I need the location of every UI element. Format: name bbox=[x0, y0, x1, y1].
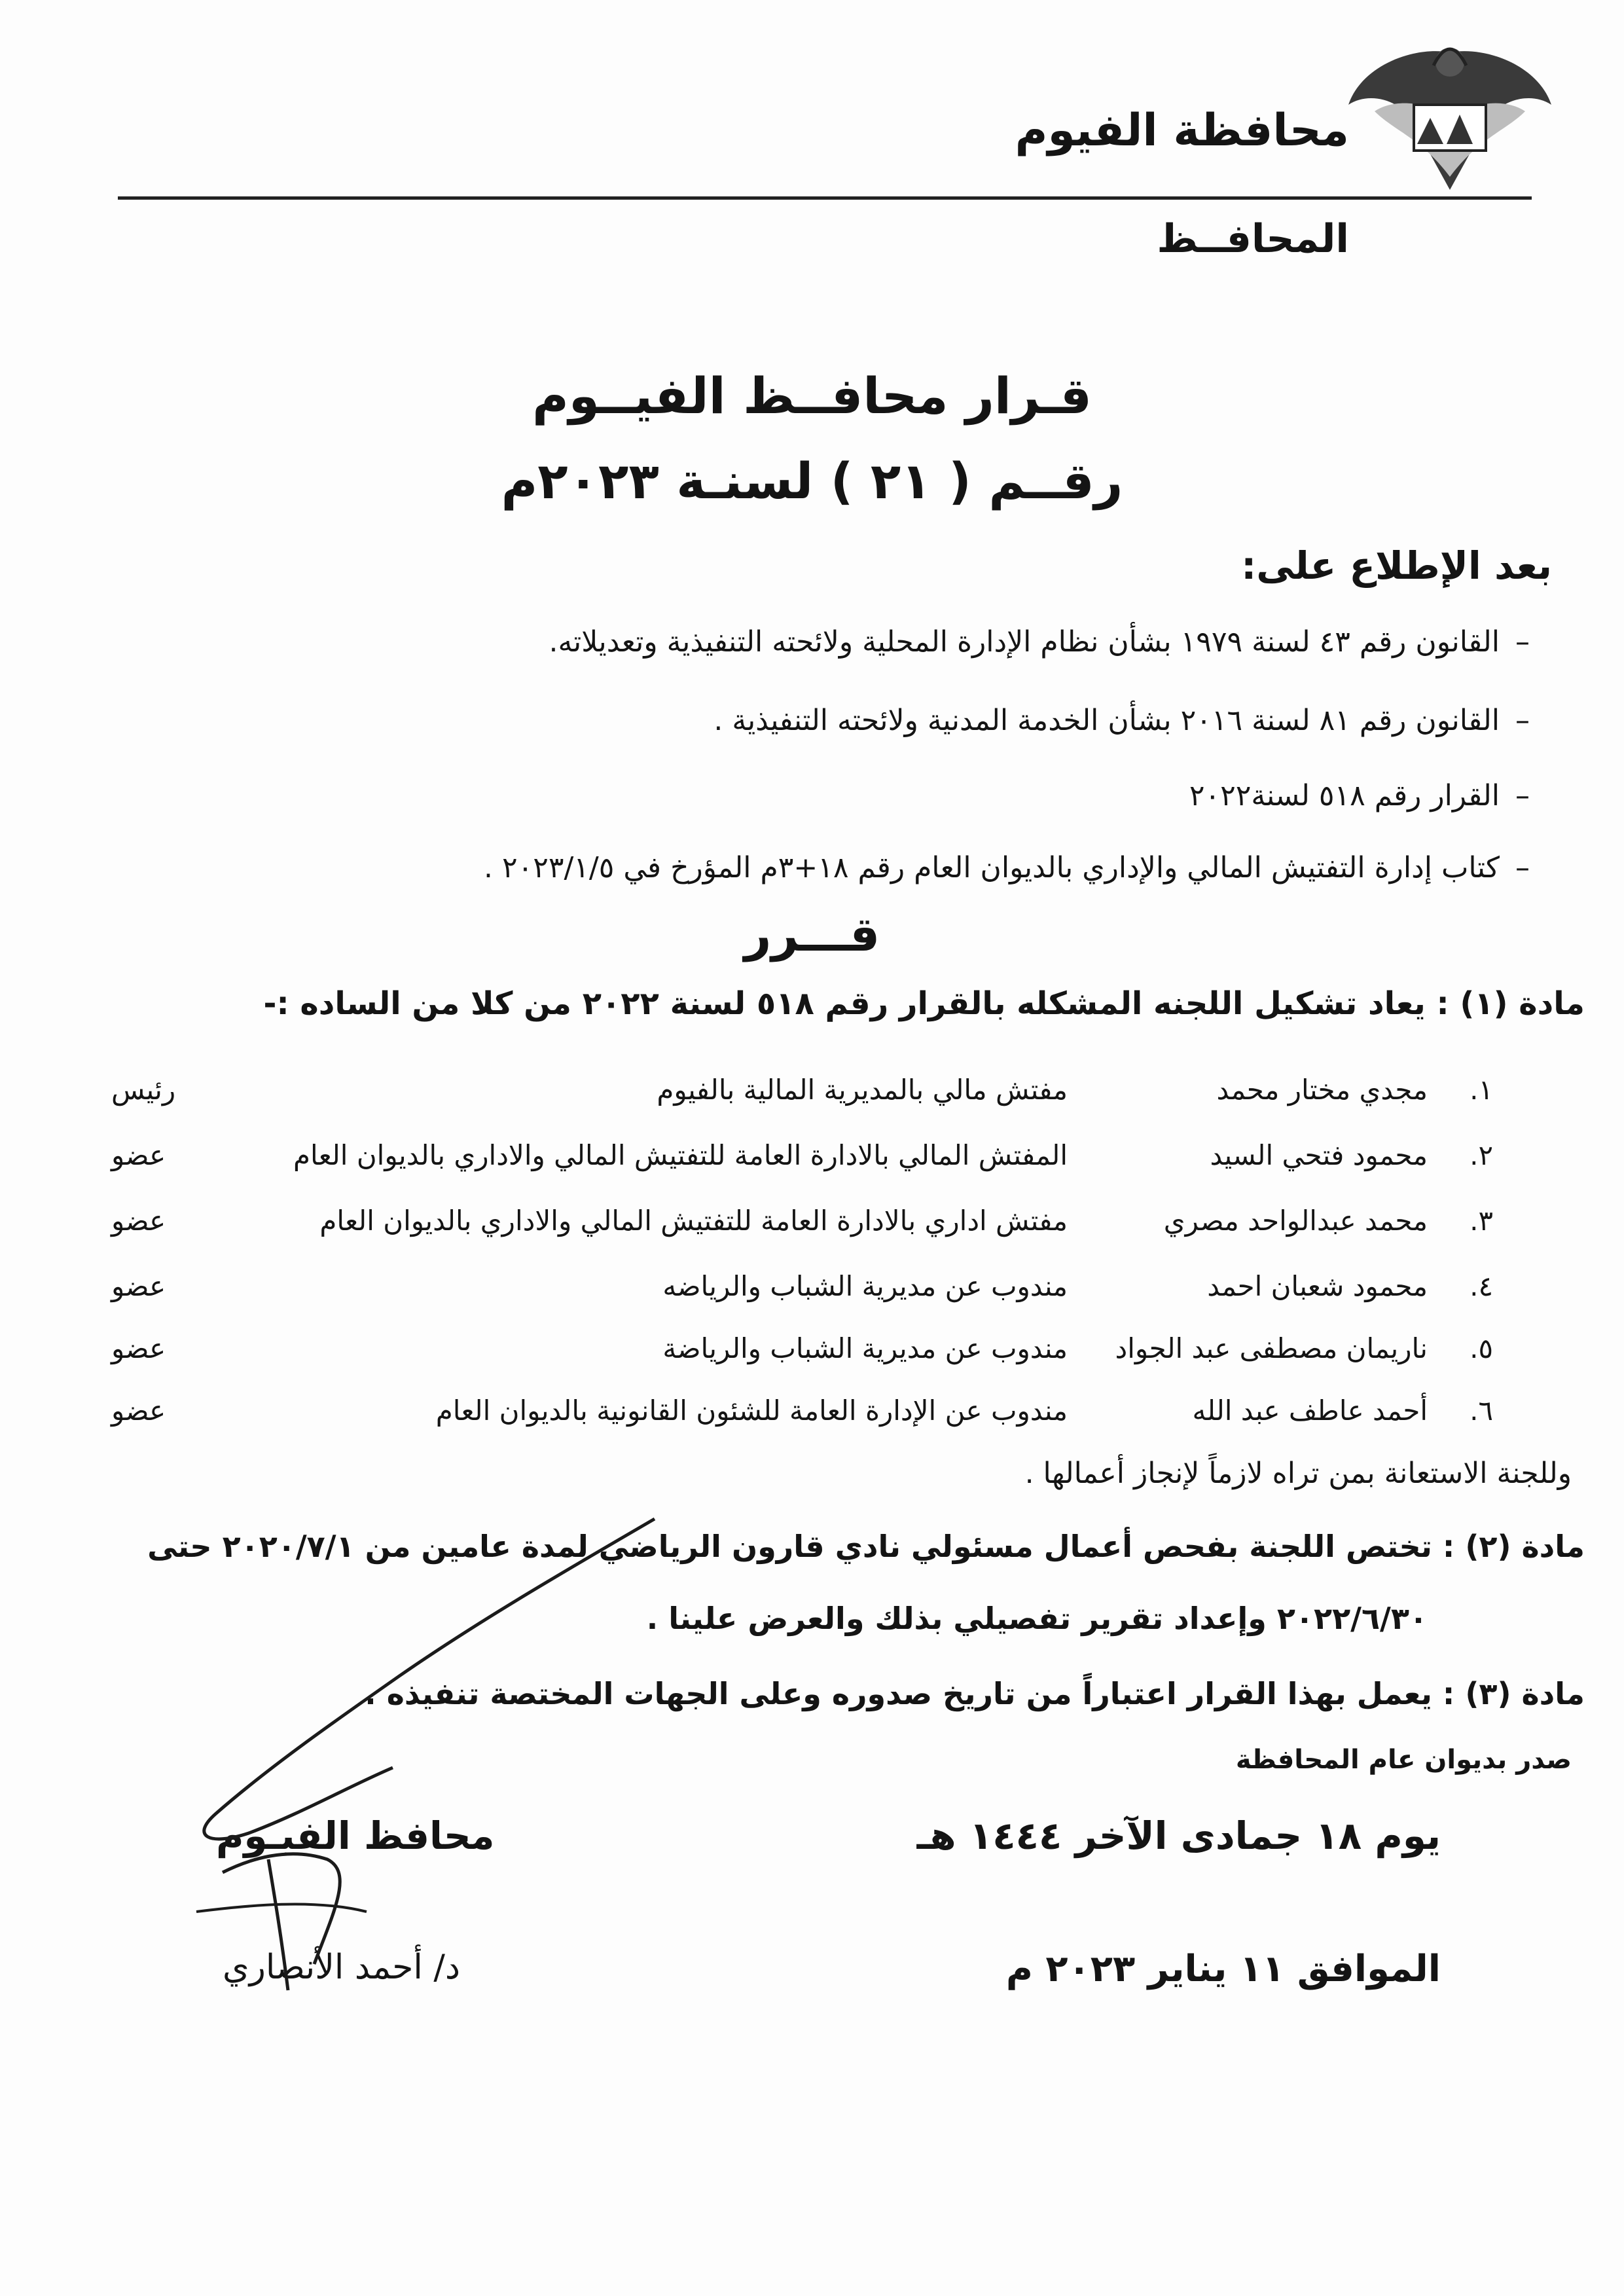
hijri-date: يوم ١٨ جمادى الآخر ١٤٤٤ هـ bbox=[916, 1813, 1441, 1858]
member-name: مجدي مختار محمد bbox=[1216, 1074, 1428, 1106]
committee-assistance-note: وللجنة الاستعانة بمن تراه لازماً لإنجاز أعمالها . bbox=[1024, 1457, 1572, 1490]
member-position: مندوب عن مديرية الشباب والرياضة bbox=[662, 1332, 1068, 1364]
member-row: ٢. محمود فتحي السيد المفتش المالي بالادارة العامة للتفتيش المالي والاداري بالديوان العام عضو bbox=[111, 1139, 1493, 1171]
handwritten-signature bbox=[118, 1506, 707, 2003]
member-name: محمد عبدالواحد مصري bbox=[1163, 1205, 1428, 1237]
governor-label: المحافــظ bbox=[1157, 216, 1349, 262]
member-position: المفتش المالي بالادارة العامة للتفتيش المالي والاداري بالديوان العام bbox=[293, 1139, 1068, 1171]
member-row: ٣. محمد عبدالواحد مصري مفتش اداري بالادارة العامة للتفتيش المالي والاداري بالديوان العام عضو bbox=[111, 1205, 1493, 1237]
member-role: عضو bbox=[111, 1139, 166, 1171]
header-divider bbox=[118, 196, 1532, 200]
governorate-name: محافظة الفيوم bbox=[1015, 105, 1349, 156]
member-name: ناريمان مصطفى عبد الجواد bbox=[1115, 1332, 1428, 1364]
decided-heading: قـــرر bbox=[744, 907, 880, 962]
member-name: محمود فتحي السيد bbox=[1210, 1139, 1428, 1171]
preamble-item: –القانون رقم ٨١ لسنة ٢٠١٦ بشأن الخدمة المدنية ولائحته التنفيذية . bbox=[713, 704, 1545, 737]
member-position: مندوب عن الإدارة العامة للشئون القانونية بالديوان العام bbox=[435, 1394, 1068, 1427]
member-role: رئيس bbox=[111, 1074, 176, 1106]
gregorian-date: الموافق ١١ يناير ٢٠٢٣ م bbox=[1005, 1948, 1441, 1990]
member-role: عضو bbox=[111, 1332, 166, 1364]
member-row: ٥. ناريمان مصطفى عبد الجواد مندوب عن مديرية الشباب والرياضة عضو bbox=[111, 1332, 1493, 1364]
signatory-title: محافظ الفيـوم bbox=[216, 1813, 495, 1858]
member-role: عضو bbox=[111, 1394, 166, 1427]
member-row: ٦. أحمد عاطف عبد الله مندوب عن الإدارة العامة للشئون القانونية بالديوان العام عضو bbox=[111, 1394, 1493, 1427]
member-name: محمود شعبان احمد bbox=[1207, 1270, 1428, 1302]
decree-title: قـرار محافــظ الفيــوم bbox=[532, 367, 1092, 425]
member-row: ١. مجدي مختار محمد مفتش مالي بالمديرية المالية بالفيوم رئيس bbox=[111, 1074, 1493, 1106]
dash-bullet: – bbox=[1515, 625, 1530, 659]
article-1: مادة (١) : يعاد تشكيل اللجنه المشكله بالقرار رقم ٥١٨ لسنة ٢٠٢٢ من كلا من الساده :- bbox=[263, 985, 1585, 1022]
preamble-item: –القانون رقم ٤٣ لسنة ١٩٧٩ بشأن نظام الإدارة المحلية ولائحته التنفيذية وتعديلاته. bbox=[549, 625, 1545, 659]
signatory-name: د/ أحمد الأنصاري bbox=[223, 1948, 461, 1987]
member-name: أحمد عاطف عبد الله bbox=[1192, 1394, 1428, 1427]
preamble-item: –كتاب إدارة التفتيش المالي والإداري بالديوان العام رقم ١٨+٣م المؤرخ في ٢٠٢٣/١/٥ . bbox=[484, 851, 1545, 884]
member-position: مفتش اداري بالادارة العامة للتفتيش المالي والاداري بالديوان العام bbox=[319, 1205, 1068, 1237]
dash-bullet: – bbox=[1515, 704, 1530, 737]
decree-number: رقــم ( ٢١ ) لسنـة ٢٠٢٣م bbox=[501, 452, 1123, 510]
article-3: مادة (٣) : يعمل بهذا القرار اعتباراً من تاريخ صدوره وعلى الجهات المختصة تنفيذه . bbox=[365, 1676, 1585, 1711]
member-row: ٤. محمود شعبان احمد مندوب عن مديرية الشباب والرياضه عضو bbox=[111, 1270, 1493, 1302]
member-role: عضو bbox=[111, 1270, 166, 1302]
preamble-heading: بعد الإطلاع على: bbox=[1241, 543, 1552, 588]
dash-bullet: – bbox=[1515, 779, 1530, 812]
dash-bullet: – bbox=[1515, 851, 1530, 884]
preamble-item: –القرار رقم ٥١٨ لسنة٢٠٢٢ bbox=[1189, 779, 1545, 812]
article-2-continuation: ٢٠٢٢/٦/٣٠ وإعداد تقرير تفصيلي بذلك والعرض علينا . bbox=[646, 1601, 1428, 1636]
member-position: مفتش مالي بالمديرية المالية بالفيوم bbox=[657, 1074, 1068, 1106]
governorate-emblem-logo bbox=[1335, 26, 1564, 196]
article-2: مادة (٢) : تختص اللجنة بفحص أعمال مسئولي نادي قارون الرياضي لمدة عامين من ٢٠٢٠/٧/١ حتى bbox=[147, 1529, 1585, 1564]
member-role: عضو bbox=[111, 1205, 166, 1237]
member-position: مندوب عن مديرية الشباب والرياضه bbox=[662, 1270, 1068, 1302]
issued-at: صدر بديوان عام المحافظة bbox=[1235, 1745, 1572, 1775]
